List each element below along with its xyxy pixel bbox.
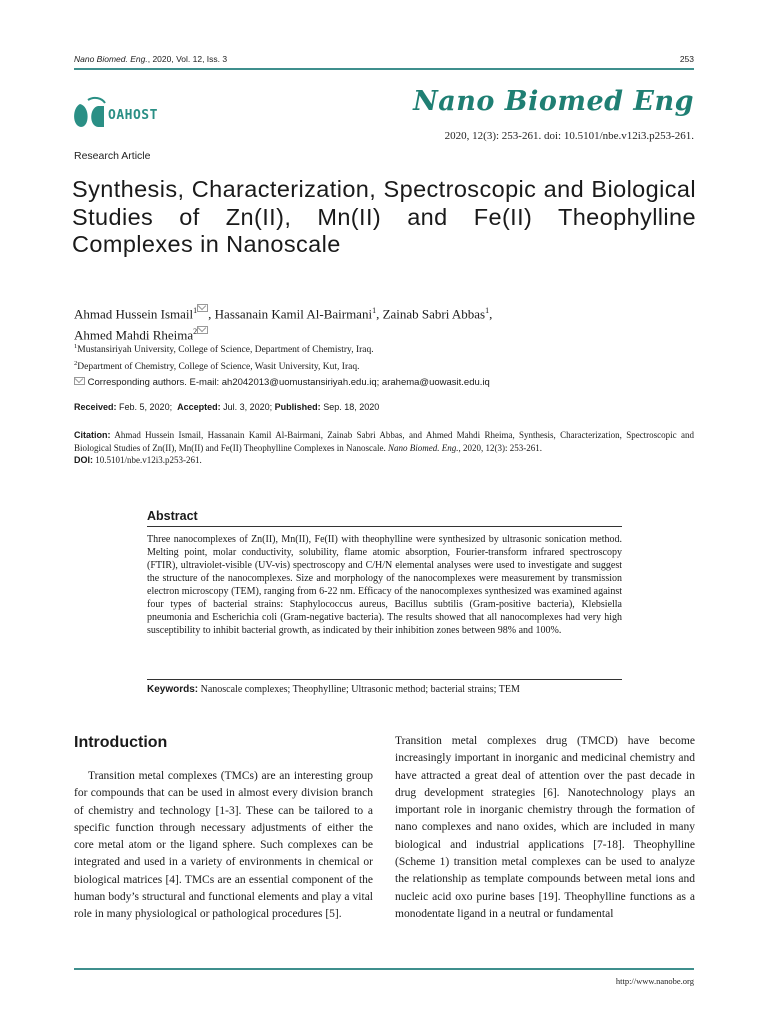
running-head <box>74 54 227 64</box>
author-name: Ahmed Mahdi Rheima <box>74 327 194 343</box>
body-column-left: Transition metal complexes (TMCs) are an interesting group for compounds that can be used in almost every division branch of chemistry and technology [1-3]. These can be tailored to a specific function through necessary adjustments of either the core metal atom or the ligand sphere. Such complexes can be integrated and used in a variety of environments in chemical or biological matrices [4]. TMCs are an essential component of the human body’s structural and functional elements and play a vital role in many physiological or pathological procedures [5]. <box>74 770 373 921</box>
affiliation-text: Department of Chemistry, College of Science, Wasit University, Kut, Iraq. <box>77 362 360 373</box>
affiliation-mark: 2 <box>74 360 78 368</box>
affiliations <box>74 340 374 374</box>
author-affiliation-mark: 1 <box>372 306 377 315</box>
footer-url: http://www.nanobe.org <box>615 976 694 986</box>
article-type: Research Article <box>74 150 151 162</box>
accepted-label: Accepted: <box>177 402 221 412</box>
citation-block <box>74 429 694 467</box>
abstract-rule-top <box>147 526 622 527</box>
affiliation-item <box>74 340 374 357</box>
affiliation-text: Mustansiriyah University, College of Science, Department of Chemistry, Iraq. <box>77 345 374 356</box>
received-date: Feb. 5, 2020; <box>116 402 173 412</box>
received-label: Received: <box>74 402 117 412</box>
doi-value: 10.5101/nbe.v12i3.p253-261. <box>93 455 202 465</box>
envelope-icon <box>197 304 208 312</box>
abstract-heading: Abstract <box>147 509 198 523</box>
running-head-journal: Nano Biomed. Eng. <box>74 54 148 64</box>
body-column-right: Transition metal complexes drug (TMCD) have become increasingly important in inorganic and medicinal chemistry and have attracted a great deal of attention over the past decade in drug development strategies [6]. Nanotechnology plays an important role in inorganic chemistry through the formation of nano complexes and nano oxides, which are included in many biological and industrial applications [7-18]. Theophylline (Scheme 1) transition metal complexes can be used to analyze the relationship as template compounds between metal ions and nucleic acid oxo purine bases [19]. Theophylline functions as a monodentate ligand in a neutral or fundamental <box>395 735 695 920</box>
affiliation-mark: 1 <box>74 343 78 350</box>
oahost-logo <box>72 94 158 134</box>
corresponding-authors <box>74 377 490 388</box>
keywords-label: Keywords: <box>147 684 199 695</box>
page-number: 253 <box>679 54 694 64</box>
journal-logo: Nano Biomed Eng <box>413 86 694 117</box>
corresponding-text: Corresponding authors. E-mail: ah2042013@uomustansiriyah.edu.iq; arahema@uowasit.edu.iq <box>87 377 490 388</box>
article-title: Synthesis, Characterization, Spectroscopic and Biological Studies of Zn(II), Mn(II) and Fe(II) Theophylline Complexes in Nanoscale <box>72 176 696 257</box>
section-heading-introduction: Introduction <box>74 734 168 751</box>
author-name: Ahmad Hussein Ismail <box>74 306 194 322</box>
envelope-icon <box>74 377 85 385</box>
published-date: Sep. 18, 2020 <box>320 402 380 412</box>
citation-line: 2020, 12(3): 253-261. doi: 10.5101/nbe.v12i3.p253-261. <box>444 130 694 142</box>
author-affiliation-mark: 1 <box>193 306 198 315</box>
author-separator: , <box>489 306 493 322</box>
citation-text: Ahmad Hussein Ismail, Hassanain Kamil Al-Bairmani, Zainab Sabri Abbas, and Ahmed Mahdi Rheima, Synthesis, Characterization, Spectroscopic and Biological Studies of Zn(II), Mn(II) and Fe(II) Theophylline Complexes in Nanoscale. <box>74 430 694 453</box>
doi-label: DOI: <box>74 455 93 465</box>
oahost-logo-text: OAHOST <box>108 108 158 123</box>
published-label: Published: <box>274 402 321 412</box>
header-rule <box>74 68 694 70</box>
keywords <box>147 683 622 696</box>
citation-journal: Nano Biomed. Eng. <box>388 442 459 453</box>
running-head-issue: , 2020, Vol. 12, Iss. 3 <box>147 54 228 64</box>
accepted-date: Jul. 3, 2020; <box>220 402 273 412</box>
author-affiliation-mark: 2 <box>193 327 198 337</box>
abstract-rule-bottom <box>147 679 622 680</box>
abstract-text: Three nanocomplexes of Zn(II), Mn(II), Fe(II) with theophylline were synthesized by ultrasonic sonication method. Melting point, molar conductivity, solubility, flame atomic absorption, Fourier-transform infrared spectroscopy (FTIR), ultraviolet-visible (UV-vis) spectroscopy and C/H/N elemental analyses were used to investigate and suggest the structure of the nanocomplexes. Size and morphology of the nanocomplexes were measurement by transmission electron microscopy (TEM), ranging from 6-22 nm. Efficacy of the nanocomplexes synthesized was examined against four types of bacterial strains: Staphylococcus aureus, Bacillus subtilis (Gram-positive bacteria), Klebsiella pneumonia and Escherichia coli (Gram-negative bacteria). The results showed that all nanocomplexes had very high susceptibility to inhibit bacterial growth, as indicated by their inhibition zones between 98% and 100%. <box>147 534 622 636</box>
keywords-text: Nanoscale complexes; Theophylline; Ultrasonic method; bacterial strains; TEM <box>198 684 520 695</box>
author-affiliation-mark: 1 <box>485 306 490 315</box>
envelope-icon <box>197 326 208 334</box>
author-name: , Hassanain Kamil Al-Bairmani <box>208 306 373 322</box>
citation-ref: , 2020, 12(3): 253-261. <box>458 442 543 453</box>
author-name: , Zainab Sabri Abbas <box>376 306 486 322</box>
affiliation-item <box>74 357 374 374</box>
author-list <box>74 302 694 345</box>
footer-rule <box>74 968 694 970</box>
article-dates <box>74 402 379 412</box>
citation-label: Citation: <box>74 430 111 440</box>
